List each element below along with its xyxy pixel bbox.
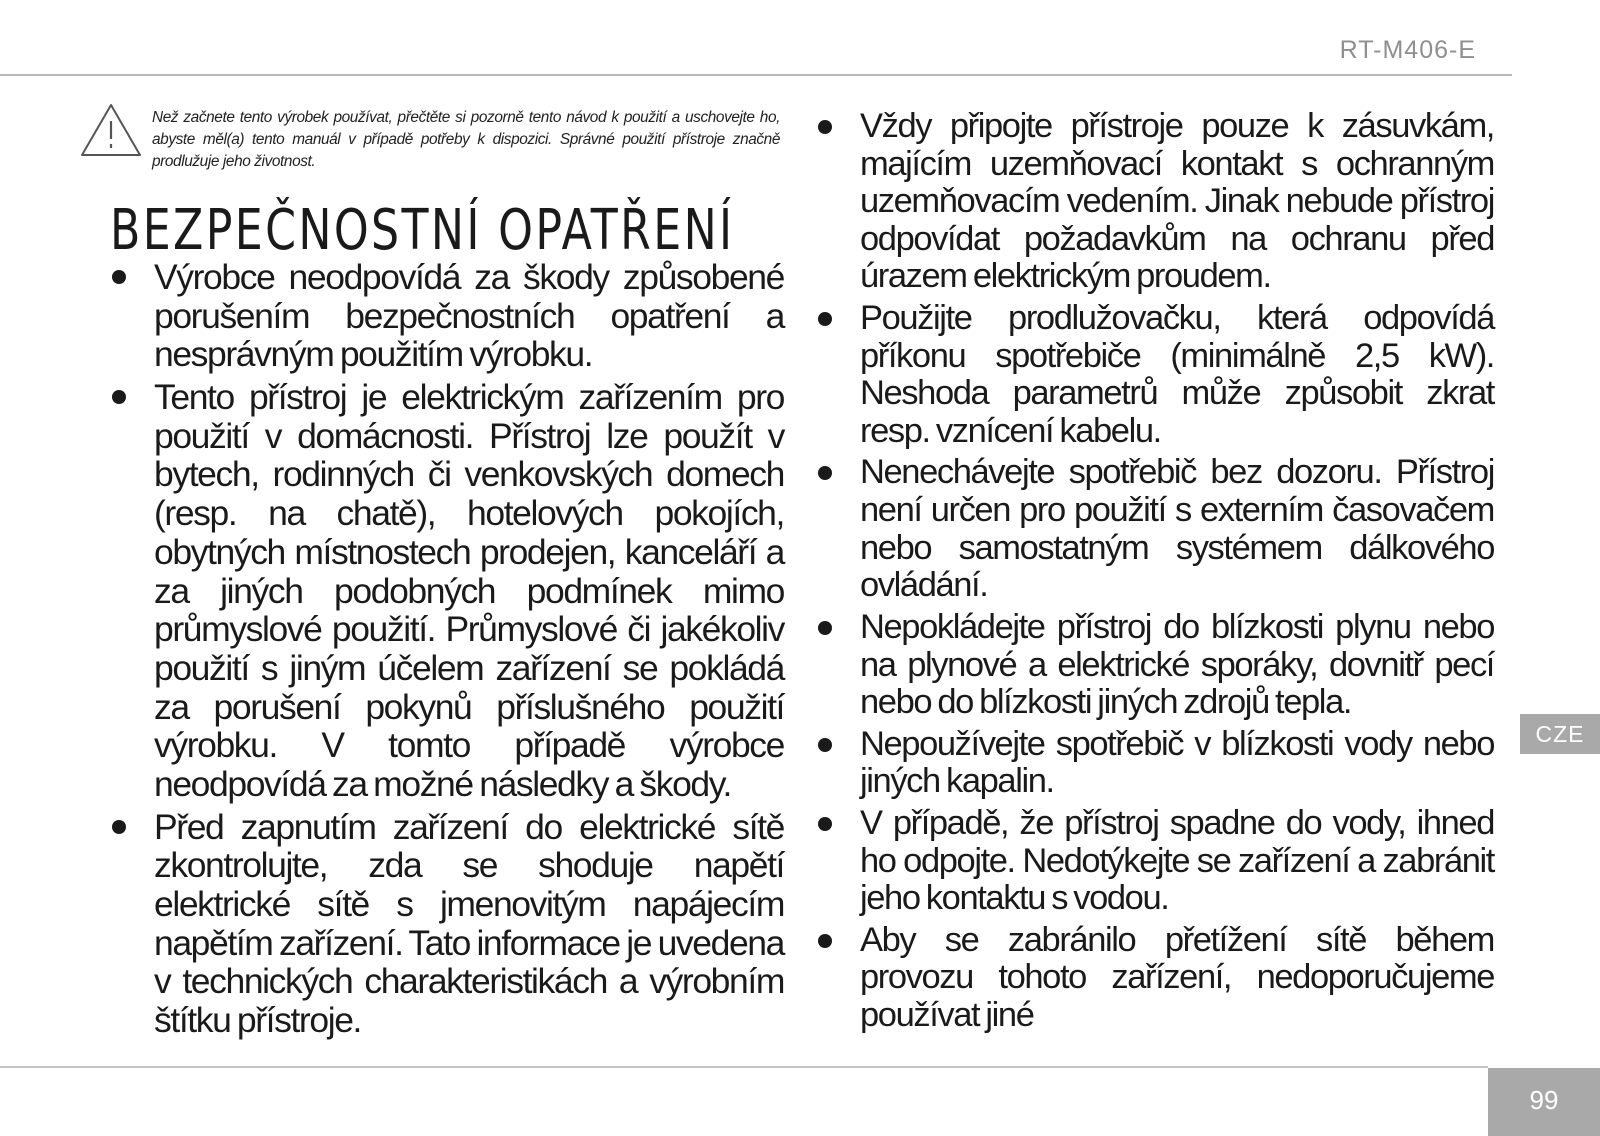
model-code: RT-M406-E <box>1339 36 1476 64</box>
warning-triangle-icon <box>80 103 142 157</box>
bullet-dot <box>112 820 126 834</box>
list-item <box>818 108 1494 296</box>
list-item-text: Vždy připojte přístroje pouze k zásuvkám, majícím uzemňovací kontakt s ochranným uzemňovacím vedením. Jinak nebude přístroj odpovídat požadavkům na ochranu před úrazem elektrickým proudem. <box>860 107 1494 296</box>
bullet-dot <box>818 621 832 635</box>
list-item-text: Použijte prodlužovačku, která odpovídá příkonu spotřebiče (minimálně 2,5 kW). Neshoda parametrů může způsobit zkrat resp. vznícení kabelu. <box>860 299 1494 450</box>
bullet-dot <box>818 466 832 480</box>
list-item-text: V případě, že přístroj spadne do vody, ihned ho odpojte. Nedotýkejte se zařízení a zabránit jeho kontaktu s vodou. <box>860 803 1494 918</box>
bullet-dot <box>818 934 832 948</box>
list-item-text: Výrobce neodpovídá za škody způsobené porušením bezpečnostních opatření a nesprávným použitím výrobku. <box>154 257 784 375</box>
safety-list-right <box>818 108 1494 1035</box>
footer-divider <box>0 1066 1488 1068</box>
page-number: 99 <box>1488 1068 1600 1136</box>
list-item-text: Aby se zabránilo přetížení sítě během provozu tohoto zařízení, nedoporučujeme používat jiné <box>860 920 1494 1035</box>
bullet-dot <box>818 312 832 326</box>
safety-list-left <box>112 258 784 1040</box>
bullet-dot <box>112 390 126 404</box>
list-item <box>818 805 1494 918</box>
list-item <box>818 300 1494 450</box>
list-item-text: Nenechávejte spotřebič bez dozoru. Přístroj není určen pro použití s externím časovačem nebo samostatným systémem dálkového ovládání. <box>860 453 1494 605</box>
bullet-dot <box>818 738 832 752</box>
list-item <box>112 378 784 804</box>
list-item <box>818 609 1494 722</box>
list-item-text: Tento přístroj je elektrickým zařízením pro použití v domácnosti. Přístroj lze použít v bytech, rodinných či venkovských domech (resp. na chatě), hotelových pokojích, obytných místnostech prodejen, kanceláří a za jiných podobných podmínek mimo průmyslové použití. Průmyslové či jakékoliv použití s jiným účelem zařízení se pokládá za porušení pokynů příslušného použití výrobku. V tomto případě výrobce neodpovídá za možné následky a škody. <box>154 377 784 804</box>
list-item <box>112 808 784 1040</box>
bullet-dot <box>112 270 126 284</box>
list-item <box>818 726 1494 801</box>
list-item <box>818 454 1494 604</box>
section-title: BEZPEČNOSTNÍ OPATŘENÍ <box>110 198 735 263</box>
warning-note: Než začnete tento výrobek používat, přečtěte si pozorně tento návod k použití a uschovejte ho, abyste měl(a) tento manuál v případě potřeby k dispozici. Správné použití přístroje značně prodlužuje jeho životnost. <box>152 109 780 170</box>
header-divider <box>0 74 1512 76</box>
bullet-dot <box>818 120 832 134</box>
list-item <box>818 922 1494 1035</box>
list-item <box>112 258 784 374</box>
list-item-text: Před zapnutím zařízení do elektrické sítě zkontrolujte, zda se shoduje napětí elektrické sítě s jmenovitým napájecím napětím zařízení. Tato informace je uvedena v technických charakteristikách a výrobním štítku přístroje. <box>154 806 784 1041</box>
bullet-dot <box>818 817 832 831</box>
list-item-text: Nepokládejte přístroj do blízkosti plynu nebo na plynové a elektrické sporáky, dovnitř pecí nebo do blízkosti jiných zdrojů tepla. <box>860 607 1494 722</box>
language-tab: CZE <box>1520 714 1600 754</box>
list-item-text: Nepoužívejte spotřebič v blízkosti vody nebo jiných kapalin. <box>860 724 1494 801</box>
